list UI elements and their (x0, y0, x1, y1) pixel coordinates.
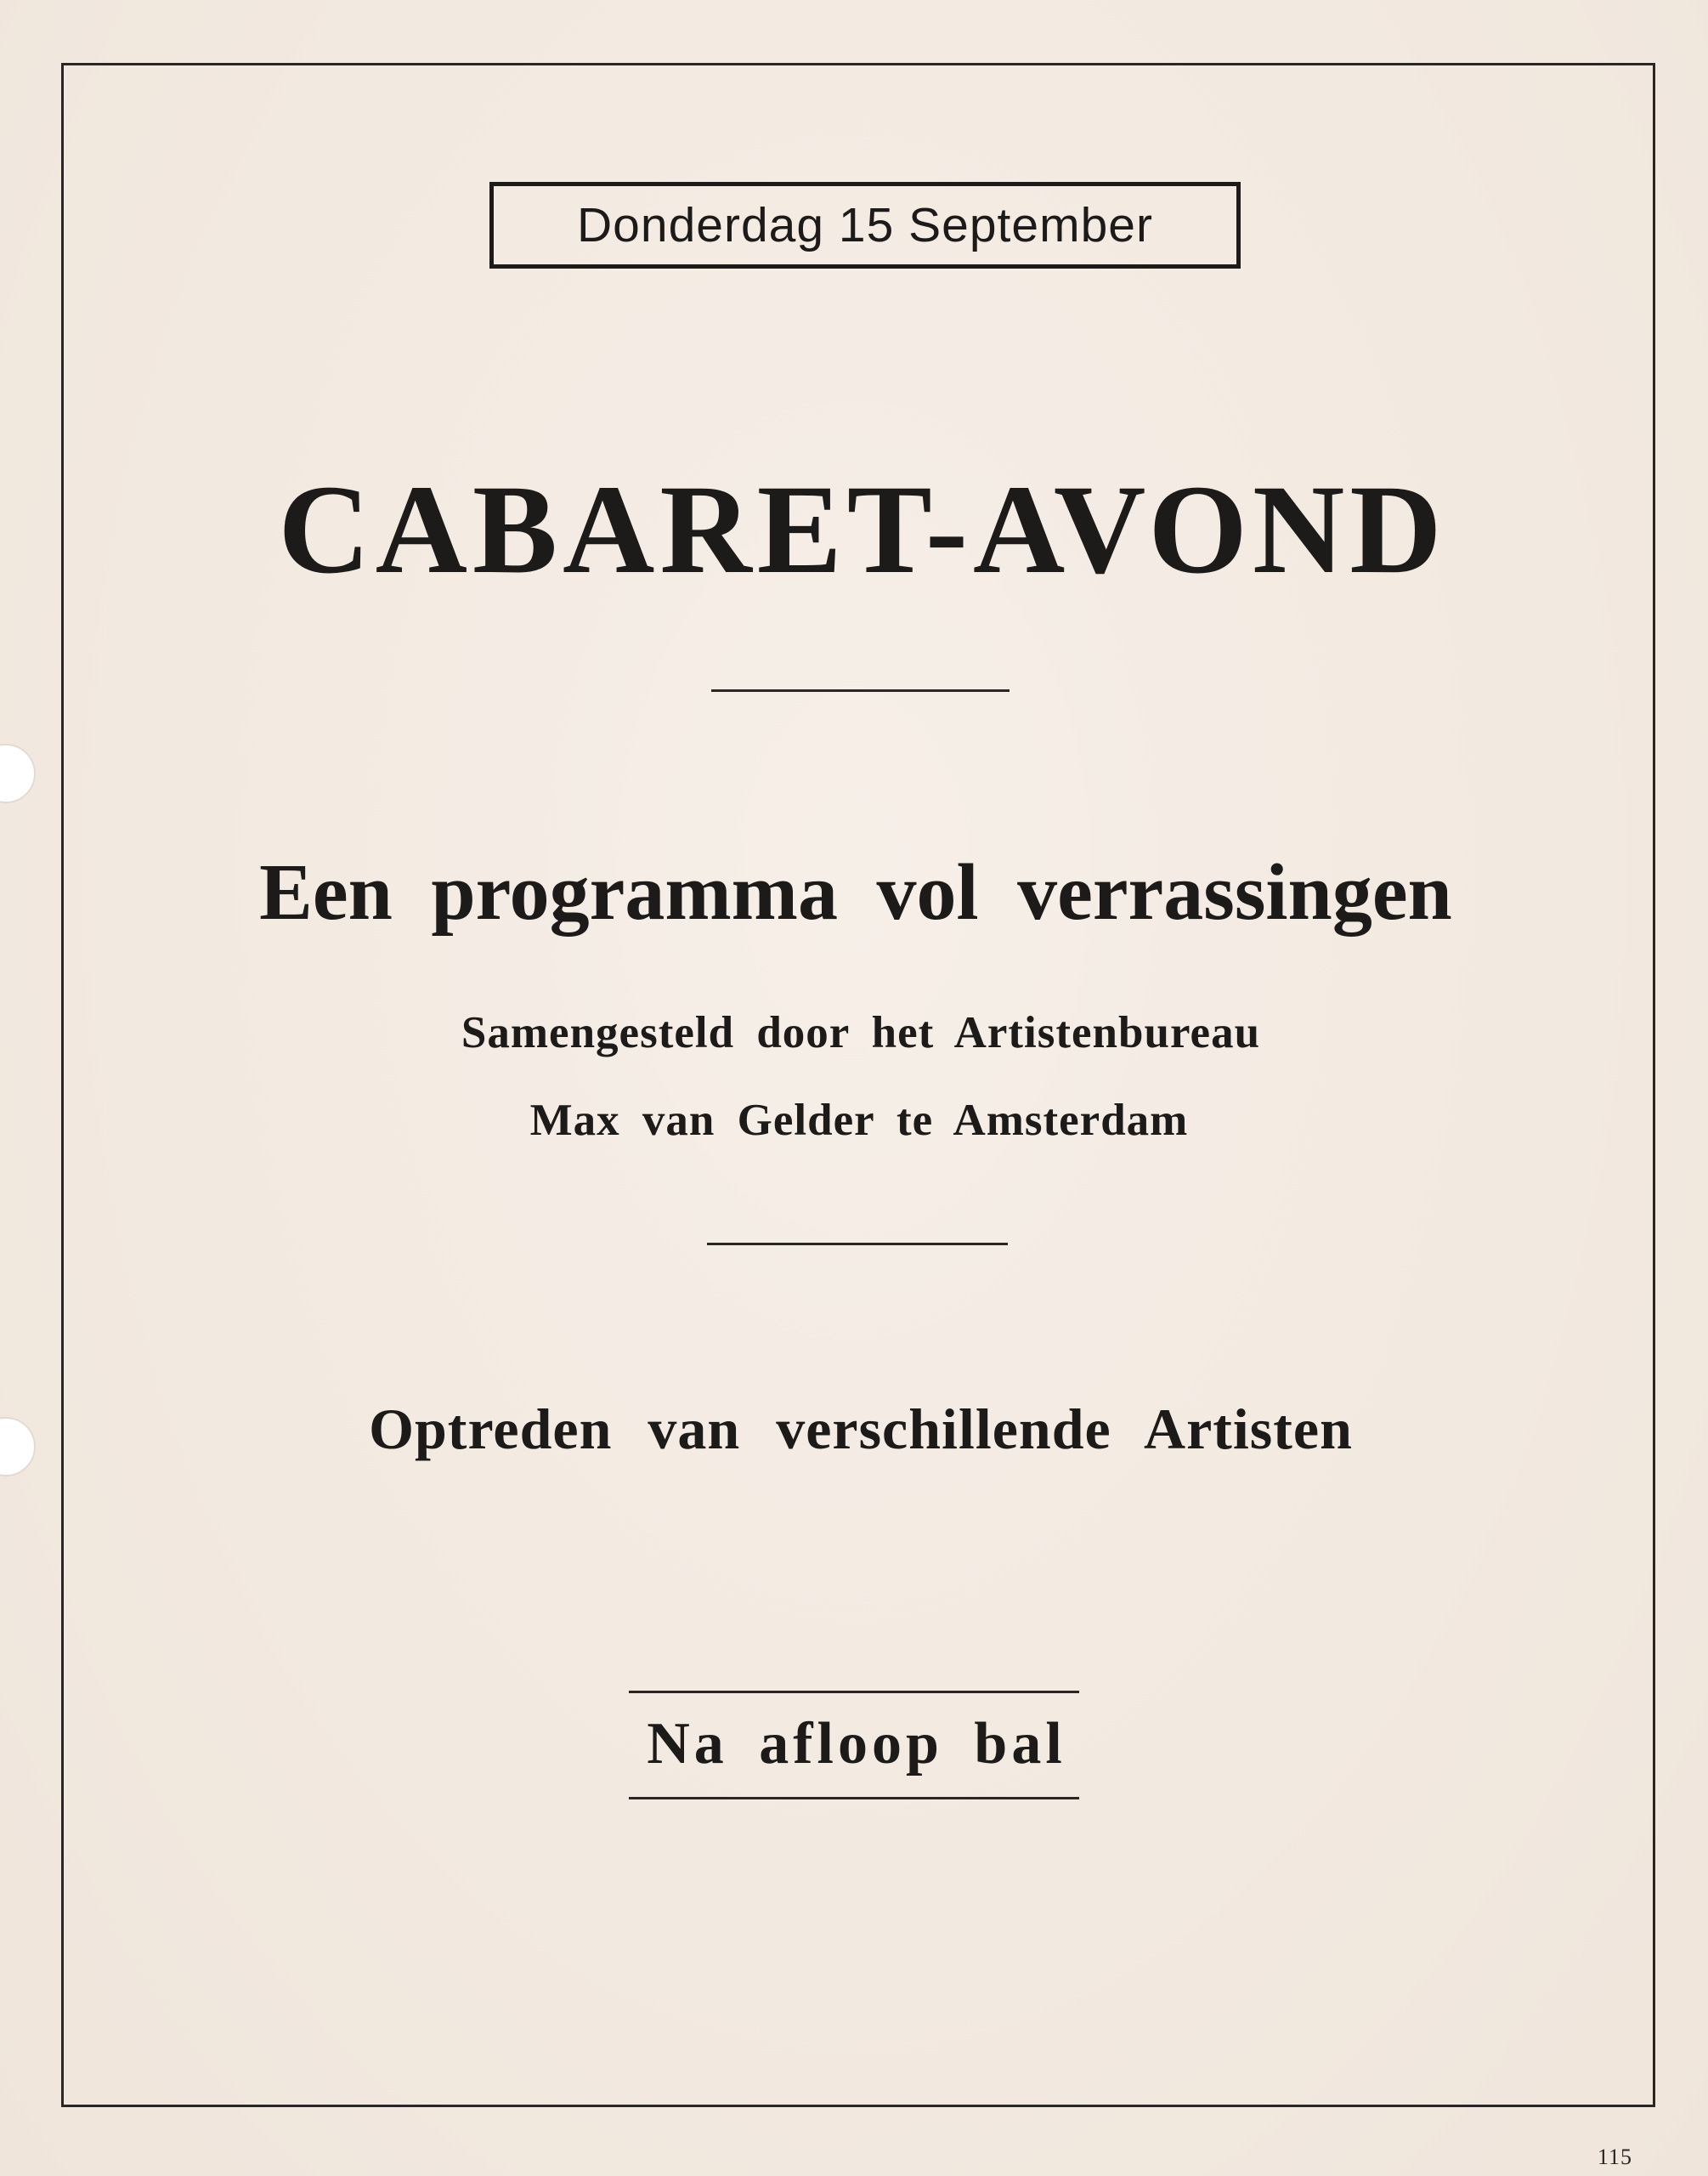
closing-line: Na afloop bal (647, 1711, 1066, 1776)
punch-hole-top (0, 744, 36, 803)
closing-rule-top (629, 1691, 1079, 1693)
page-number: 115 (1598, 2145, 1633, 2169)
page-border-frame (61, 63, 1655, 2107)
event-date: Donderdag 15 September (577, 198, 1153, 252)
performers-line: Optreden van verschillende Artisten (369, 1397, 1353, 1461)
closing-rule-bottom (629, 1797, 1079, 1799)
page-title: CABARET-AVOND (278, 459, 1447, 600)
credit-line-1: Samengesteld door het Artistenbureau (461, 1008, 1261, 1057)
program-subtitle: Een programma vol verrassingen (259, 848, 1452, 937)
divider-rule (711, 689, 1010, 692)
divider-rule (707, 1243, 1008, 1245)
date-box (489, 182, 1241, 269)
credit-line-2: Max van Gelder te Amsterdam (529, 1096, 1189, 1145)
